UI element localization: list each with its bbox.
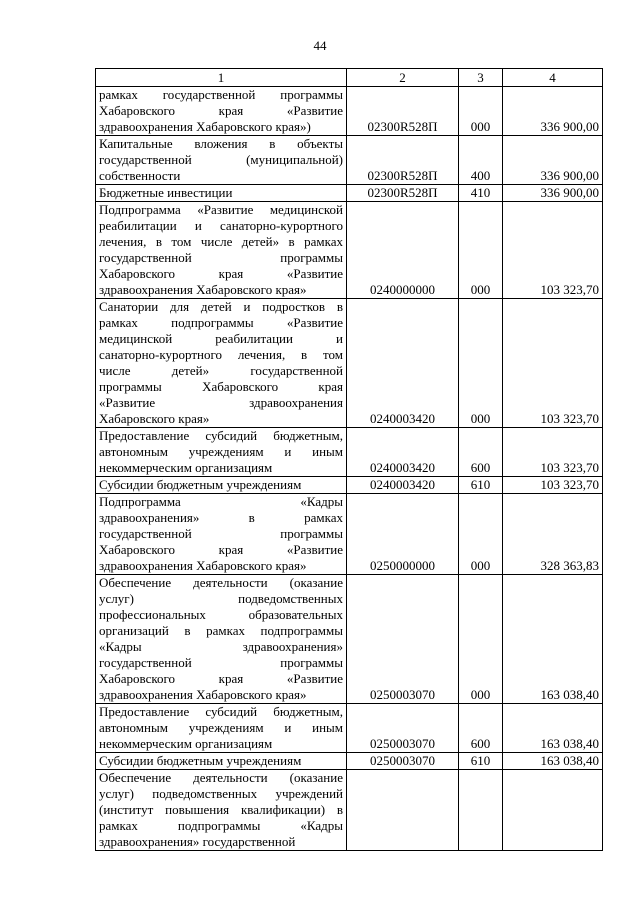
row-code-cell: 0250003070 (347, 575, 459, 704)
row-code-cell: 0240000000 (347, 202, 459, 299)
row-type-cell: 410 (459, 185, 503, 202)
row-name-line: автономным учреждениям и иным (99, 444, 343, 459)
row-amount-cell: 163 038,40 (503, 753, 603, 770)
table-row (96, 494, 603, 575)
table-row (96, 202, 603, 299)
row-name-line: Хабаровского края «Развитие (99, 542, 343, 557)
row-name-line: «Развитие здравоохранения (99, 395, 343, 410)
row-code-cell (347, 770, 459, 851)
row-amount-cell: 103 323,70 (503, 428, 603, 477)
row-type-cell: 000 (459, 299, 503, 428)
row-name-cell (96, 575, 347, 704)
row-name-line: организаций в рамках подпрограммы (99, 623, 343, 638)
row-amount-cell: 336 900,00 (503, 87, 603, 136)
row-name-line: здравоохранения Хабаровского края») (99, 119, 311, 134)
row-amount-cell: 163 038,40 (503, 575, 603, 704)
row-name-line: медицинской реабилитации и (99, 331, 343, 346)
row-code-cell: 02300R528П (347, 136, 459, 185)
row-type-cell: 400 (459, 136, 503, 185)
row-name-line: услуг) подведомственных учреждений (99, 786, 343, 801)
row-type-cell: 610 (459, 753, 503, 770)
row-code-cell: 0240003420 (347, 428, 459, 477)
row-name-line: лечения, в том числе детей» в рамках (99, 234, 343, 249)
row-name-line: здравоохранения Хабаровского края» (99, 558, 307, 573)
table-row (96, 753, 603, 770)
row-name-line: услуг) подведомственных (99, 591, 343, 606)
row-amount-cell: 103 323,70 (503, 299, 603, 428)
row-amount-cell: 336 900,00 (503, 185, 603, 202)
table-body (96, 87, 603, 851)
row-name-line: рамках подпрограммы «Развитие (99, 315, 343, 330)
table-row (96, 87, 603, 136)
row-amount-cell: 103 323,70 (503, 477, 603, 494)
row-name-line: реабилитации и санаторно-курортного (99, 218, 343, 233)
row-name-line: Хабаровского края» (99, 411, 210, 426)
row-name-line: «Кадры здравоохранения» (99, 639, 343, 654)
row-code-cell: 0250000000 (347, 494, 459, 575)
row-name-cell (96, 753, 347, 770)
row-name-line: Предоставление субсидий бюджетным, (99, 704, 343, 719)
row-name-line: Санатории для детей и подростков в (99, 299, 343, 314)
row-name-cell (96, 770, 347, 851)
table-row (96, 477, 603, 494)
row-name-cell (96, 428, 347, 477)
row-name-line: государственной программы (99, 655, 343, 670)
header-col-4: 4 (503, 69, 603, 87)
row-name-line: Хабаровского края «Развитие (99, 671, 343, 686)
row-name-cell (96, 477, 347, 494)
row-type-cell: 000 (459, 494, 503, 575)
row-code-cell: 0250003070 (347, 704, 459, 753)
table-row (96, 185, 603, 202)
row-code-cell: 02300R528П (347, 185, 459, 202)
row-name-line: Подпрограмма «Кадры (99, 494, 343, 509)
row-name-line: числе детей» государственной (99, 363, 343, 378)
row-name-line: рамках государственной программы (99, 87, 343, 102)
row-name-line: здравоохранения Хабаровского края» (99, 282, 307, 297)
table-header-row (96, 69, 603, 87)
row-name-line: государственной (муниципальной) (99, 152, 343, 167)
row-name-line: Бюджетные инвестиции (99, 185, 233, 200)
row-type-cell (459, 770, 503, 851)
table-row (96, 704, 603, 753)
row-name-line: Обеспечение деятельности (оказание (99, 770, 343, 785)
row-code-cell: 0240003420 (347, 477, 459, 494)
row-name-line: (институт повышения квалификации) в (99, 802, 343, 817)
row-name-cell (96, 185, 347, 202)
row-name-line: автономным учреждениям и иным (99, 720, 343, 735)
header-col-3: 3 (459, 69, 503, 87)
row-name-line: здравоохранения» государственной (99, 834, 296, 849)
table-row (96, 770, 603, 851)
header-col-2: 2 (347, 69, 459, 87)
row-name-line: некоммерческим организациям (99, 736, 273, 751)
budget-table (95, 68, 603, 851)
row-name-line: здравоохранения» в рамках (99, 510, 343, 525)
row-name-line: собственности (99, 168, 181, 183)
row-amount-cell: 336 900,00 (503, 136, 603, 185)
row-name-cell (96, 299, 347, 428)
table-row (96, 136, 603, 185)
row-amount-cell: 103 323,70 (503, 202, 603, 299)
row-name-cell (96, 202, 347, 299)
page-number: 44 (313, 38, 327, 53)
row-type-cell: 600 (459, 428, 503, 477)
row-name-line: санаторно-курортного лечения, в том (99, 347, 343, 362)
row-code-cell: 0240003420 (347, 299, 459, 428)
row-name-line: Обеспечение деятельности (оказание (99, 575, 343, 590)
row-name-line: Подпрограмма «Развитие медицинской (99, 202, 343, 217)
row-type-cell: 600 (459, 704, 503, 753)
row-name-line: Капитальные вложения в объекты (99, 136, 343, 151)
row-name-cell (96, 704, 347, 753)
row-code-cell: 0250003070 (347, 753, 459, 770)
row-name-line: государственной программы (99, 250, 343, 265)
row-type-cell: 000 (459, 575, 503, 704)
row-name-line: программы Хабаровского края (99, 379, 343, 394)
row-name-cell (96, 494, 347, 575)
row-amount-cell: 328 363,83 (503, 494, 603, 575)
row-name-line: государственной программы (99, 526, 343, 541)
row-name-cell (96, 87, 347, 136)
table-row (96, 428, 603, 477)
row-type-cell: 610 (459, 477, 503, 494)
row-amount-cell (503, 770, 603, 851)
row-name-line: Хабаровского края «Развитие (99, 103, 343, 118)
row-type-cell: 000 (459, 87, 503, 136)
row-name-line: Субсидии бюджетным учреждениям (99, 477, 302, 492)
row-name-line: здравоохранения Хабаровского края» (99, 687, 307, 702)
row-name-line: рамках подпрограммы «Кадры (99, 818, 343, 833)
row-name-line: некоммерческим организациям (99, 460, 273, 475)
table-row (96, 575, 603, 704)
row-name-line: Предоставление субсидий бюджетным, (99, 428, 343, 443)
row-name-line: Субсидии бюджетным учреждениям (99, 753, 302, 768)
row-name-line: профессиональных образовательных (99, 607, 343, 622)
header-col-1: 1 (96, 69, 347, 87)
row-amount-cell: 163 038,40 (503, 704, 603, 753)
row-name-line: Хабаровского края «Развитие (99, 266, 343, 281)
table-row (96, 299, 603, 428)
row-type-cell: 000 (459, 202, 503, 299)
row-code-cell: 02300R528П (347, 87, 459, 136)
row-name-cell (96, 136, 347, 185)
